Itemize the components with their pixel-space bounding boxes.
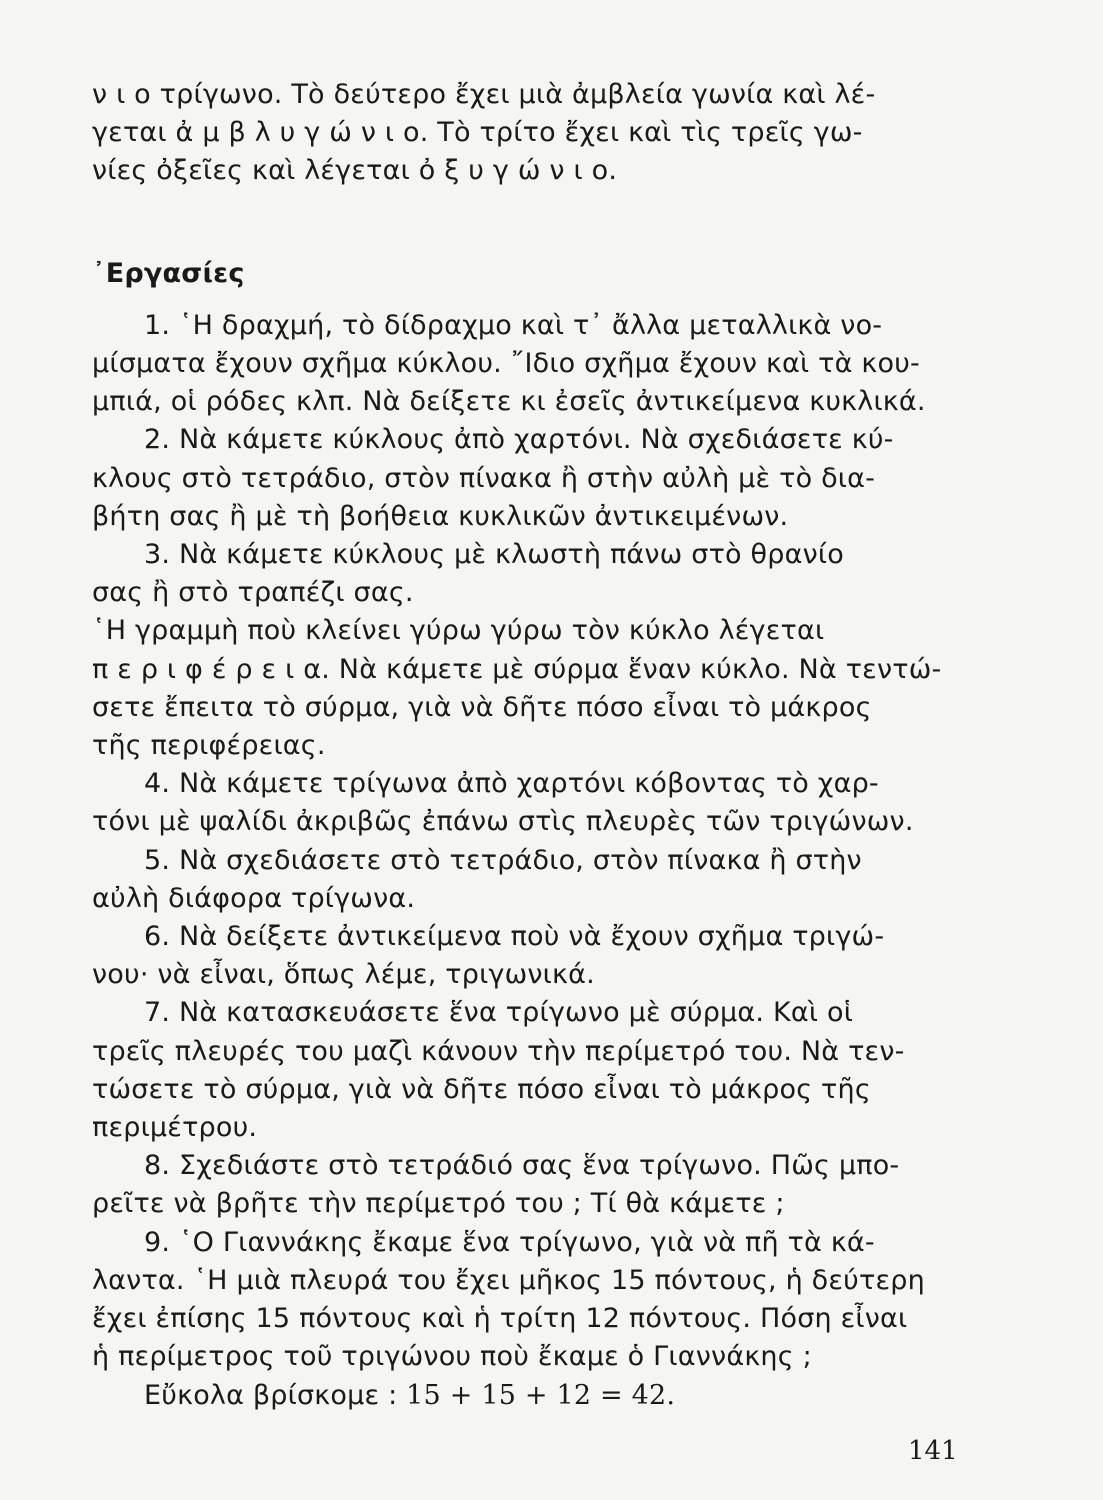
exercise-9-line-4: ἡ περίμετρος τοῦ τριγώνου ποὺ ἔκαμε ὁ Γιαννάκης ; [92,1341,812,1373]
exercise-4-line-2: τόνι μὲ ψαλίδι ἀκριβῶς ἐπάνω στὶς πλευρὲς τῶν τριγώνων. [92,806,914,838]
circumference-line-4: τῆς περιφέρειας. [92,730,326,762]
spacer [92,191,952,255]
exercise-9-line-3: ἔχει ἐπίσης 15 πόντους καὶ ἡ τρίτη 12 πόντους. Πόση εἶναι [92,1303,908,1335]
exercise-1-line-1: 1. ῾Η δραχμή, τὸ δίδραχμο καὶ τ᾿ ἄλλα μεταλλικὰ νο- [144,309,883,341]
exercise-1-line-3: μπιά, οἱ ρόδες κλπ. Νὰ δείξετε κι ἐσεῖς ἀντικείμενα κυκλικά. [92,386,926,418]
answer-line [92,1377,952,1415]
exercise-9-line-2: λαντα. ῾Η μιὰ πλευρά του ἔχει μῆκος 15 πόντους, ἡ δεύτερη [92,1264,925,1296]
exercise-6-line-2: νου· νὰ εἶναι, ὅπως λέμε, τριγωνικά. [92,959,595,991]
page-number: 141 [908,1436,958,1466]
page-body [92,76,952,1415]
intro-line-1: ν ι ο τρίγωνο. Τὸ δεύτερο ἔχει μιὰ ἀμβλεία γωνία καὶ λέ- [92,79,876,110]
answer-label: Εὔκολα βρίσκομε : [144,1379,398,1411]
exercise-8-line-1: 8. Σχεδιάστε στὸ τετράδιό σας ἕνα τρίγωνο. Πῶς μπο- [144,1150,900,1182]
exercise-9-line-1: 9. ῾Ο Γιαννάκης ἔκαμε ἕνα τρίγωνο, γιὰ νὰ πῆ τὰ κά- [144,1226,875,1258]
exercise-7-line-1: 7. Νὰ κατασκευάσετε ἕνα τρίγωνο μὲ σύρμα. Καὶ οἱ [144,997,854,1029]
exercise-7-line-3: τώσετε τὸ σύρμα, γιὰ νὰ δῆτε πόσο εἶναι τὸ μάκρος τῆς [92,1073,871,1105]
exercise-7-line-4: περιμέτρου. [92,1112,258,1144]
exercise-2-line-1: 2. Νὰ κάμετε κύκλους ἀπὸ χαρτόνι. Νὰ σχεδιάσετε κύ- [144,424,894,456]
exercise-5-line-1: 5. Νὰ σχεδιάσετε στὸ τετράδιο, στὸν πίνακα ἢ στὴν [144,844,862,876]
exercise-2-line-2: κλους στὸ τετράδιο, στὸν πίνακα ἢ στὴν αὐλὴ μὲ τὸ δια- [92,462,876,494]
answer-equation: 15 + 15 + 12 = 42. [406,1379,676,1411]
exercise-8-line-2: ρεῖτε νὰ βρῆτε τὴν περίμετρό του ; Τί θὰ κάμετε ; [92,1188,785,1220]
section-heading: ᾿Εργασίες [92,257,245,289]
exercise-2-line-3: βήτη σας ἢ μὲ τὴ βοήθεια κυκλικῶν ἀντικειμένων. [92,500,789,532]
exercise-4-line-1: 4. Νὰ κάμετε τρίγωνα ἀπὸ χαρτόνι κόβοντας τὸ χαρ- [144,768,879,800]
exercise-5-line-2: αὐλὴ διάφορα τρίγωνα. [92,882,416,914]
circumference-line-1: ῾Η γραμμὴ ποὺ κλείνει γύρω γύρω τὸν κύκλο λέγεται [92,615,825,647]
intro-line-2: γεται ἀ μ β λ υ γ ώ ν ι ο. Τὸ τρίτο ἔχει καὶ τὶς τρεῖς γω- [92,117,863,149]
circumference-line-3: σετε ἔπειτα τὸ σύρμα, γιὰ νὰ δῆτε πόσο εἶναι τὸ μάκρος [92,691,872,723]
intro-line-3: νίες ὀξεῖες καὶ λέγεται ὀ ξ υ γ ώ ν ι ο. [92,155,618,187]
exercise-3-line-1: 3. Νὰ κάμετε κύκλους μὲ κλωστὴ πάνω στὸ θρανίο [144,539,844,571]
exercise-3-line-2: σας ἢ στὸ τραπέζι σας. [92,577,414,609]
exercise-6-line-1: 6. Νὰ δείξετε ἀντικείμενα ποὺ νὰ ἔχουν σχῆμα τριγώ- [144,921,885,953]
exercise-7-line-2: τρεῖς πλευρές του μαζὶ κάνουν τὴν περίμετρό του. Νὰ τεν- [92,1035,905,1067]
circumference-line-2: π ε ρ ι φ έ ρ ε ι α. Νὰ κάμετε μὲ σύρμα ἕναν κύκλο. Νὰ τεντώ- [92,653,942,685]
exercise-1-line-2: μίσματα ἔχουν σχῆμα κύκλου. ῎Ιδιο σχῆμα ἔχουν καὶ τὰ κου- [92,348,921,380]
